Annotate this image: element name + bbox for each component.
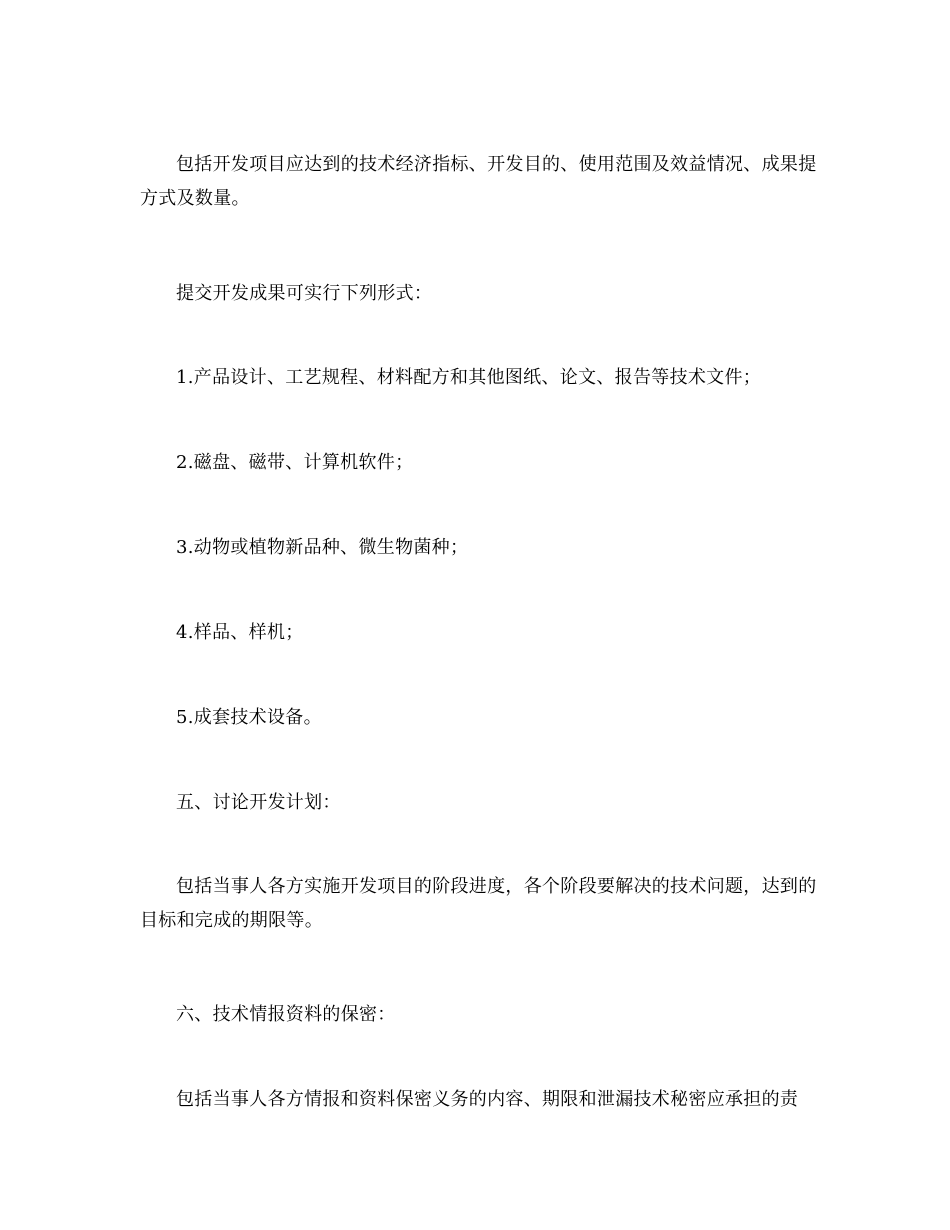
list-item-5: 5.成套技术设备。 <box>176 707 322 728</box>
section-heading-6: 六、技术情报资料的保密： <box>176 1004 396 1025</box>
paragraph-submission-forms: 提交开发成果可实行下列形式： <box>176 283 433 304</box>
list-item-1: 1.产品设计、工艺规程、材料配方和其他图纸、论文、报告等技术文件； <box>176 367 762 388</box>
list-item-3: 3.动物或植物新品种、微生物菌种； <box>176 537 469 558</box>
paragraph-development-plan: 包括当事人各方实施开发项目的阶段进度，各个阶段要解决的技术问题，达到的目标和完成的期限等。 <box>140 876 817 931</box>
list-item-2: 2.磁盘、磁带、计算机软件； <box>176 452 414 473</box>
section-heading-5: 五、讨论开发计划： <box>176 792 341 813</box>
paragraph-confidentiality: 包括当事人各方情报和资料保密义务的内容、期限和泄漏技术秘密应承担的责 <box>176 1089 799 1110</box>
paragraph-deliverables-scope: 包括开发项目应达到的技术经济指标、开发目的、使用范围及效益情况、成果提方式及数量。 <box>140 154 817 209</box>
list-item-4: 4.样品、样机； <box>176 622 304 643</box>
